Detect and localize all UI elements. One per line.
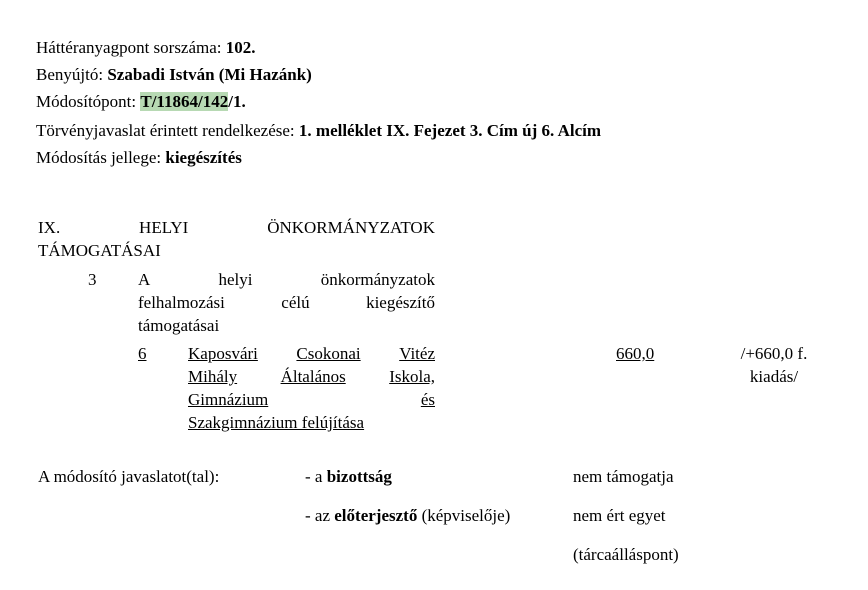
submitter-label: Benyújtó: (36, 65, 108, 84)
item-number-label: Háttéranyagpont sorszáma: (36, 38, 226, 57)
subtitle-text: Kaposvári Csokonai Vitéz Mihály Általános Iskola, Gimnázium és Szakgimnázium felújítása (188, 344, 435, 432)
ministry-position: (tárcaálláspont) (573, 545, 679, 564)
amendment-type-value: kiegészítés (165, 148, 242, 167)
item-number-value: 102. (225, 38, 256, 57)
amendment-point-line (36, 92, 246, 112)
title-number: 3 (88, 270, 97, 289)
affected-provision-label: Törvényjavaslat érintett rendelkezése: (36, 121, 299, 140)
chapter-heading: IX. HELYI ÖNKORMÁNYZATOK TÁMOGATÁSAI (38, 218, 435, 260)
amendment-id-highlight: T/11864/142 (140, 92, 229, 111)
amount-value: 660,0 (616, 344, 655, 363)
proposer-status: nem ért egyet (573, 506, 666, 525)
submitter-value: Szabadi István (Mi Hazánk) (107, 65, 312, 84)
item-number-line (36, 38, 256, 58)
subtitle-number: 6 (138, 344, 147, 363)
committee-status: nem támogatja (573, 467, 674, 486)
proposer-label: előterjesztő (334, 506, 418, 525)
amendment-type-line (36, 148, 242, 168)
committee-line: - a bizottság (305, 467, 392, 486)
proposer-line: - az előterjesztő (képviselője) (305, 506, 511, 525)
title-text: A helyi önkormányzatok felhalmozási célú kiegészítő támogatásai (138, 270, 435, 335)
proposal-label: A módosító javaslatot(tal): (38, 467, 220, 486)
amendment-id-suffix: /1. (228, 92, 246, 111)
change-value: /+660,0 f. kiadás/ (740, 344, 808, 386)
amendment-point-label: Módosítópont: (36, 92, 141, 111)
submitter-line (36, 65, 312, 85)
affected-provision-line (36, 121, 601, 141)
amendment-type-label: Módosítás jellege: (36, 148, 166, 167)
affected-provision-value: 1. melléklet IX. Fejezet 3. Cím új 6. Alcím (298, 121, 602, 140)
committee-label: bizottság (326, 467, 392, 486)
